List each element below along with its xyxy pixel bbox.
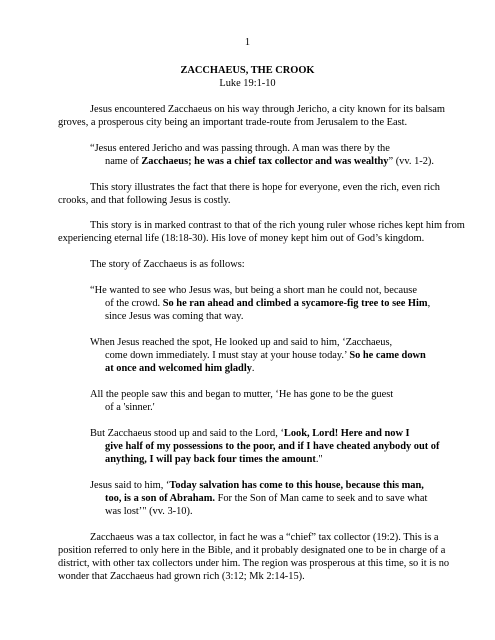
- quote-b-line2: come down immediately. I must stay at your house today.’ So he came down: [105, 350, 426, 361]
- quote-b-line3: at once and welcomed him gladly.: [105, 363, 255, 374]
- para5-line4: wonder that Zacchaeus had grown rich (3:12; Mk 2:14-15).: [58, 571, 305, 582]
- quote-b-line1: When Jesus reached the spot, He looked up and said to him, ‘Zacchaeus,: [90, 337, 393, 348]
- quote1-line2: name of Zacchaeus; he was a chief tax collector and was wealthy” (vv. 1-2).: [105, 156, 434, 167]
- quote-d-line2: give half of my possessions to the poor, and if I have cheated anybody out of: [105, 441, 440, 452]
- quote-e-line2: too, is a son of Abraham. For the Son of Man came to seek and to save what: [105, 493, 428, 504]
- quote-d-line1: But Zacchaeus stood up and said to the Lord, ‘Look, Lord! Here and now I: [90, 428, 410, 439]
- quote-a-line3: since Jesus was coming that way.: [105, 311, 244, 322]
- para4: The story of Zacchaeus is as follows:: [90, 259, 245, 270]
- quote-c-line2: of a 'sinner.': [105, 402, 155, 413]
- quote1-line1: “Jesus entered Jericho and was passing through. A man was there by the: [90, 143, 390, 154]
- para2-line1: This story illustrates the fact that there is hope for everyone, even the rich, even rich: [90, 182, 440, 193]
- quote-d-line3: anything, I will pay back four times the amount.": [105, 454, 323, 465]
- para1-line1: Jesus encountered Zacchaeus on his way through Jericho, a city known for its balsam: [90, 104, 445, 115]
- quote-e-line3: was lost’" (vv. 3-10).: [105, 506, 193, 517]
- para3-line1: This story is in marked contrast to that of the rich young ruler whose riches kept him from: [90, 220, 465, 231]
- para1-line2: groves, a prosperous city being an important trade-route from Jerusalem to the East.: [58, 117, 408, 128]
- quote-a-line1: “He wanted to see who Jesus was, but being a short man he could not, because: [90, 285, 417, 296]
- para5-line1: Zacchaeus was a tax collector, in fact he was a “chief” tax collector (19:2). This is a: [90, 532, 439, 543]
- quote-a-line2: of the crowd. So he ran ahead and climbed a sycamore-fig tree to see Him,: [105, 298, 431, 309]
- para5-line2: position referred to only here in the Bible, and it probably designated one to be in charge of a: [58, 545, 446, 556]
- para5-line3: district, with other tax collectors under him. The region was prosperous at this time, so it is no: [58, 558, 450, 569]
- quote-e-line1: Jesus said to him, ‘Today salvation has come to this house, because this man,: [90, 480, 424, 491]
- page-title: [0, 64, 495, 77]
- para2-line2: crooks, and that following Jesus is costly.: [58, 195, 231, 206]
- para3-line2: experiencing eternal life (18:18-30). His love of money kept him out of God’s kingdom.: [58, 233, 425, 244]
- quote-c-line1: All the people saw this and began to mutter, ‘He has gone to be the guest: [90, 389, 394, 400]
- page-number: 1: [244, 37, 251, 48]
- scripture-reference: Luke 19:1-10: [219, 78, 276, 89]
- title-text: ZACCHAEUS, THE CROOK: [180, 65, 315, 76]
